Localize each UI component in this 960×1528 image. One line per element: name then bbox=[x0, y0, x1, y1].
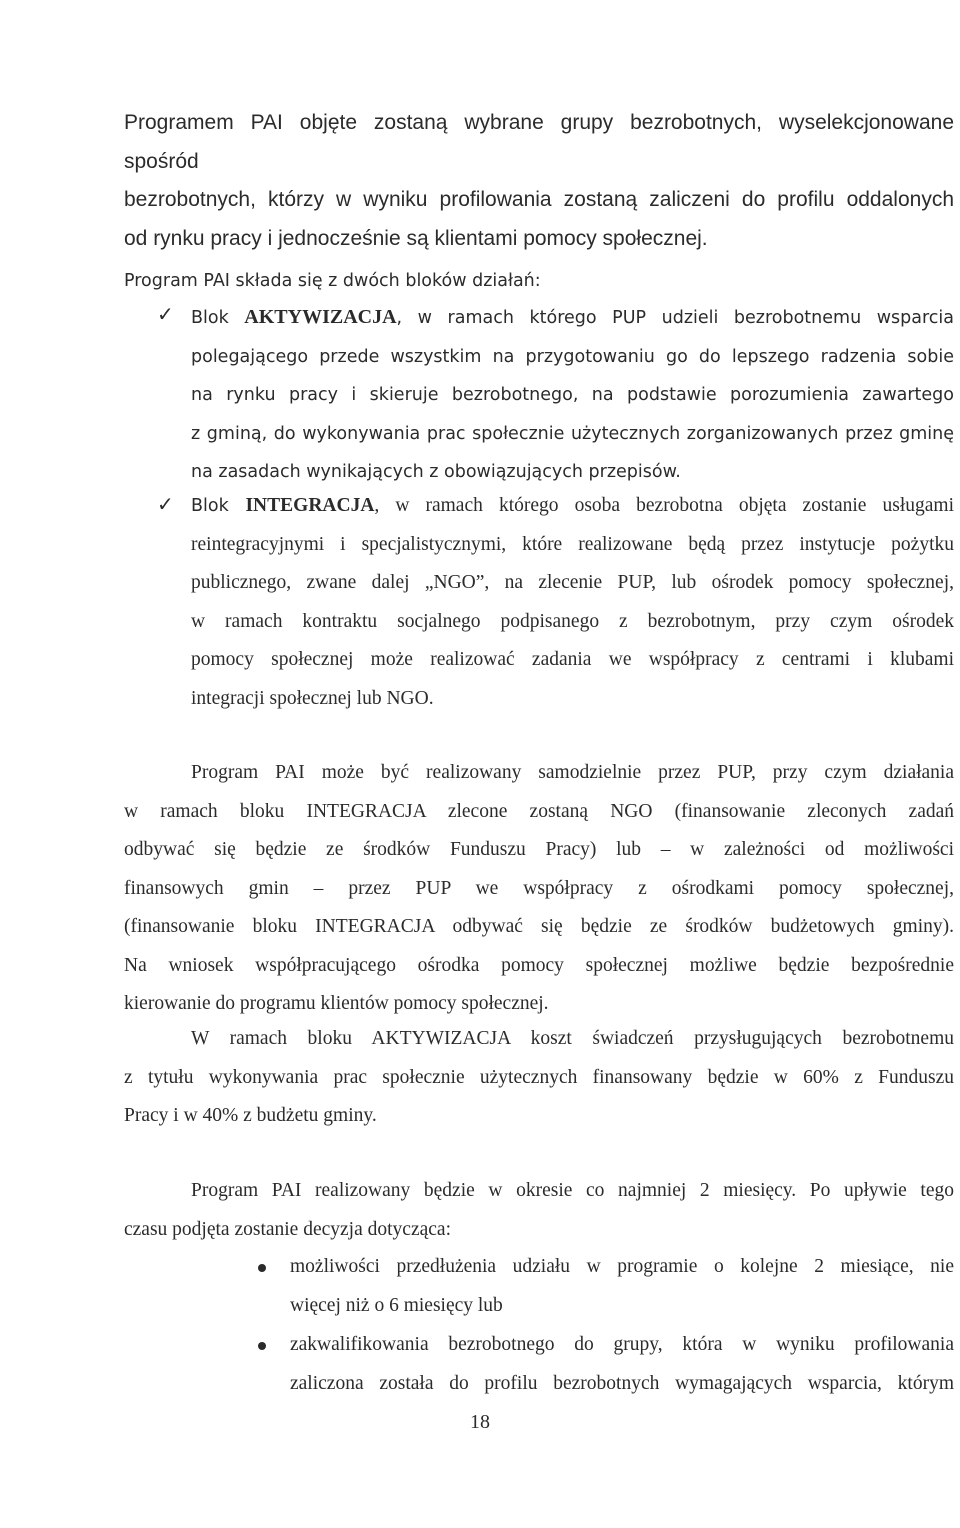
bullet-icon bbox=[258, 1342, 266, 1350]
paragraph-duration bbox=[124, 1172, 954, 1249]
text-line: reintegracyjnymi i specjalistycznymi, które realizowane będą przez instytucje pożytku bbox=[191, 533, 954, 555]
list-item-aktywizacja bbox=[191, 298, 954, 492]
list-item-qualification bbox=[290, 1326, 954, 1403]
text-line: więcej niż o 6 miesięcy lub bbox=[290, 1294, 503, 1316]
text-line: zakwalifikowania bezrobotnego do grupy, która w wyniku profilowania bbox=[290, 1334, 954, 1355]
block-prefix: Blok bbox=[191, 496, 246, 516]
text-line: Program PAI może być realizowany samodzielnie przez PUP, przy czym działania bbox=[191, 762, 954, 783]
text-line: od rynku pracy i jednocześnie są klientami pomocy społecznej. bbox=[124, 226, 708, 250]
text-line: odbywać się będzie ze środków Funduszu Pracy) lub – w zależności od możliwości bbox=[124, 839, 954, 860]
text-line: w ramach bloku INTEGRACJA zlecone zostaną NGO (finansowanie zleconych zadań bbox=[124, 800, 954, 822]
text-line: z gminą, do wykonywania prac społecznie użytecznych zorganizowanych przez gminę bbox=[191, 423, 954, 444]
text-line: (finansowanie bloku INTEGRACJA odbywać się będzie ze środków budżetowych gminy). bbox=[124, 916, 954, 937]
page-number: 18 bbox=[470, 1411, 490, 1433]
bullet-icon bbox=[258, 1264, 266, 1272]
paragraph-realization bbox=[124, 754, 954, 1024]
text-line: na rynku pracy i skieruje bezrobotnego, na podstawie porozumienia zawartego bbox=[191, 385, 954, 405]
block-line-rest: , w ramach którego osoba bezrobotna objęta zostanie usługami bbox=[374, 495, 954, 516]
block-name: AKTYWIZACJA bbox=[244, 306, 397, 328]
block-prefix: Blok bbox=[191, 308, 245, 328]
text-line: możliwości przedłużenia udziału w programie o kolejne 2 miesiące, nie bbox=[290, 1256, 954, 1277]
text-line bbox=[191, 298, 954, 338]
text-line: Pracy i w 40% z budżetu gminy. bbox=[124, 1105, 377, 1126]
text-line: czasu podjęta zostanie decyzja dotycząca: bbox=[124, 1218, 451, 1240]
text-line: bezrobotnych, którzy w wyniku profilowania zostaną zaliczeni do profilu oddalonych bbox=[124, 188, 954, 211]
text-line: Programem PAI objęte zostaną wybrane grupy bezrobotnych, wyselekcjonowane spośród bbox=[124, 111, 954, 173]
list-item-extension bbox=[290, 1248, 954, 1325]
text-line: finansowych gmin – przez PUP we współpracy z ośrodkami pomocy społecznej, bbox=[124, 877, 954, 899]
paragraph-costs bbox=[124, 1020, 954, 1136]
text-line: zaliczona została do profilu bezrobotnych wymagających wsparcia, którym bbox=[290, 1372, 954, 1394]
text-line: kierowanie do programu klientów pomocy społecznej. bbox=[124, 993, 549, 1014]
text-line: z tytułu wykonywania prac społecznie użytecznych finansowany będzie w 60% z Funduszu bbox=[124, 1066, 954, 1088]
text-line: Na wniosek współpracującego ośrodka pomocy społecznej możliwe będzie bezpośrednie bbox=[124, 954, 954, 976]
text-line: w ramach kontraktu socjalnego podpisanego z bezrobotnym, przy czym ośrodek bbox=[191, 610, 954, 632]
text-line: W ramach bloku AKTYWIZACJA koszt świadczeń przysługujących bezrobotnemu bbox=[191, 1028, 954, 1049]
paragraph-blocks-intro bbox=[124, 262, 624, 301]
checkmark-icon: ✓ bbox=[157, 494, 174, 516]
text-line bbox=[191, 487, 954, 526]
text-line: Program PAI składa się z dwóch bloków działań: bbox=[124, 271, 541, 291]
checkmark-icon: ✓ bbox=[157, 304, 174, 326]
text-line: publicznego, zwane dalej „NGO”, na zlecenie PUP, lub ośrodek pomocy społecznej, bbox=[191, 572, 954, 593]
text-line: integracji społecznej lub NGO. bbox=[191, 687, 434, 709]
text-line: na zasadach wynikających z obowiązujących przepisów. bbox=[191, 462, 681, 482]
text-line: Program PAI realizowany będzie w okresie co najmniej 2 miesięcy. Po upływie tego bbox=[191, 1180, 954, 1201]
block-line-rest: , w ramach którego PUP udzieli bezrobotnemu wsparcia bbox=[396, 308, 955, 328]
text-line: pomocy społecznej może realizować zadania we współpracy z centrami i klubami bbox=[191, 649, 954, 670]
text-line: polegającego przede wszystkim na przygotowaniu go do lepszego radzenia sobie bbox=[191, 346, 954, 367]
block-name: INTEGRACJA bbox=[245, 495, 375, 516]
paragraph-intro bbox=[124, 104, 954, 258]
list-item-integracja bbox=[191, 487, 954, 718]
